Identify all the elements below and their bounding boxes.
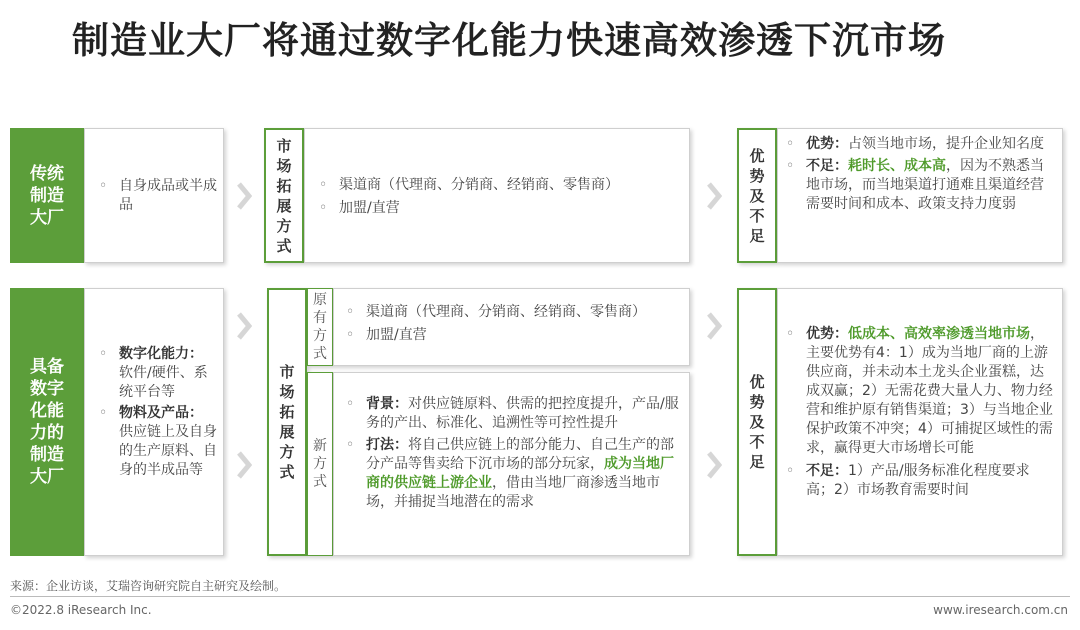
row2-label-line: 具备 (30, 357, 64, 377)
chevron-right-icon (706, 311, 722, 341)
chevron-right-icon (236, 181, 252, 211)
page-title: 制造业大厂将通过数字化能力快速高效渗透下沉市场 (72, 19, 946, 62)
row2-old-channel-item: ◦ 渠道商（代理商、分销商、经销商、零售商） (344, 303, 684, 322)
row1-advantage (784, 135, 1054, 154)
vchar: 拓 (276, 176, 292, 195)
row1-label-line: 大厂 (30, 207, 64, 228)
vchar: 式 (313, 346, 327, 362)
bg-text: 对供应链原料、供需的把控度提升，产品/服务的产出、标准化、追溯性等可控性提升 (366, 396, 679, 431)
vchar: 方 (313, 328, 327, 344)
vchar: 方 (279, 443, 295, 461)
vchar: 势 (749, 166, 765, 185)
vchar: 不 (749, 206, 765, 225)
row2-adv-title (737, 288, 777, 556)
vchar: 不 (749, 433, 765, 451)
row2-product-box (84, 288, 224, 556)
adv-highlight: 低成本、高效率渗透当地市场 (848, 326, 1030, 342)
footer-divider (10, 596, 1070, 597)
digital-text: 软件/硬件、系统平台等 (119, 365, 208, 400)
vchar: 展 (276, 196, 292, 215)
chevron-right-icon (706, 181, 722, 211)
row2-label-line: 大厂 (30, 467, 64, 487)
row2-old-channel-item: ◦ 加盟/直营 (344, 326, 684, 345)
row1-product-text: ◦ 自身成品或半成品 (97, 177, 229, 215)
dis-label: 不足： (806, 463, 848, 479)
website-link[interactable]: www.iresearch.com.cn (933, 603, 1068, 617)
play-highlight: 成为当地厂商的供应链上游企业 (366, 456, 674, 491)
vchar: 式 (313, 474, 327, 490)
copyright: ©2022.8 iResearch Inc. (10, 603, 152, 617)
vchar: 场 (279, 383, 295, 401)
play-text: 将自己供应链上的部分能力、自己生产的部分产品等售卖给下沉市场的部分玩家， (366, 437, 674, 472)
row2-label-line: 化能 (30, 401, 64, 421)
adv-label: 优势： (806, 326, 848, 342)
vchar: 方 (313, 456, 327, 472)
vchar: 优 (749, 146, 765, 165)
row1-category-label (10, 128, 84, 263)
digital-label: ◦ 数字化能力： (119, 346, 203, 362)
dis-text: ，因为不熟悉当地市场，而当地渠道打通难且渠道经营需要时间和成本、政策支持力度弱 (806, 158, 1044, 212)
row1-disadvantage (784, 157, 1054, 214)
vchar: 优 (749, 373, 765, 391)
vchar: 方 (276, 216, 292, 235)
row2-digital (97, 345, 219, 402)
row1-label-line: 传统 (30, 163, 64, 184)
vchar: 市 (279, 363, 295, 381)
play-label: 打法： (366, 437, 408, 453)
row1-label-line: 制造 (30, 185, 64, 206)
row1-adv-box (777, 128, 1063, 263)
vchar: 拓 (279, 403, 295, 421)
material-label: ◦ 物料及产品： (119, 405, 203, 421)
row2-channel-title (267, 288, 307, 556)
adv-label: 优势： (806, 136, 848, 152)
adv-text: ，主要优势有4：1）成为当地厂商的上游供应商，并未动本土龙头企业蛋糕，达成双赢；2）无需花费大量人力、物力经营和维护原有销售渠道；3）与当地企业保护政策不冲突；4）可捕捉区域性的需求，赢得更大市场增长可能 (806, 326, 1053, 456)
row2-label-line: 制造 (30, 445, 64, 465)
row1-channel-box (304, 128, 690, 263)
vchar: 场 (276, 156, 292, 175)
row2-old-label-box (307, 288, 333, 366)
vchar: 新 (313, 438, 327, 454)
row2-material (97, 404, 219, 480)
row1-channel-item: ◦ 渠道商（代理商、分销商、经销商、零售商） (317, 176, 677, 195)
row1-channel-item: ◦ 加盟/直营 (317, 199, 677, 218)
material-text: 供应链上及自身的生产原料、自身的半成品等 (119, 424, 217, 478)
vchar: 势 (749, 393, 765, 411)
bg-label: 背景： (366, 396, 408, 412)
vchar: 原 (313, 292, 327, 308)
vchar: 有 (313, 310, 327, 326)
chevron-right-icon (236, 311, 252, 341)
row2-background (344, 395, 680, 433)
vchar: 足 (749, 453, 765, 471)
row2-new-label-box (307, 372, 333, 556)
chevron-right-icon (236, 450, 252, 480)
source-note: 来源：企业访谈，艾瑞咨询研究院自主研究及绘制。 (10, 579, 287, 593)
vchar: 式 (276, 236, 292, 255)
row2-category-label (10, 288, 84, 556)
row1-product-box (84, 128, 224, 263)
dis-highlight: 耗时长、成本高 (848, 158, 946, 174)
play-text2: ，借由当地厂商渗透当地市场，并捕捉当地潜在的需求 (366, 475, 660, 510)
vchar: 足 (749, 226, 765, 245)
row2-advantage (784, 325, 1056, 458)
row2-new-channel-box (333, 372, 690, 556)
vchar: 及 (749, 186, 765, 205)
adv-text: 占领当地市场，提升企业知名度 (848, 136, 1044, 152)
row2-disadvantage (784, 462, 1056, 500)
vchar: 及 (749, 413, 765, 431)
vchar: 市 (276, 136, 292, 155)
row1-channel-title (264, 128, 304, 263)
dis-label: 不足： (806, 158, 848, 174)
row1-adv-title (737, 128, 777, 263)
row2-old-channel-box (333, 288, 690, 366)
row2-label-line: 力的 (30, 423, 64, 443)
row2-adv-box (777, 288, 1063, 556)
vchar: 展 (279, 423, 295, 441)
dis-text: 1）产品/服务标准化程度要求高；2）市场教育需要时间 (806, 463, 1030, 498)
vchar: 式 (279, 463, 295, 481)
chevron-right-icon (706, 450, 722, 480)
row2-label-line: 数字 (30, 379, 64, 399)
row2-play (344, 436, 680, 512)
